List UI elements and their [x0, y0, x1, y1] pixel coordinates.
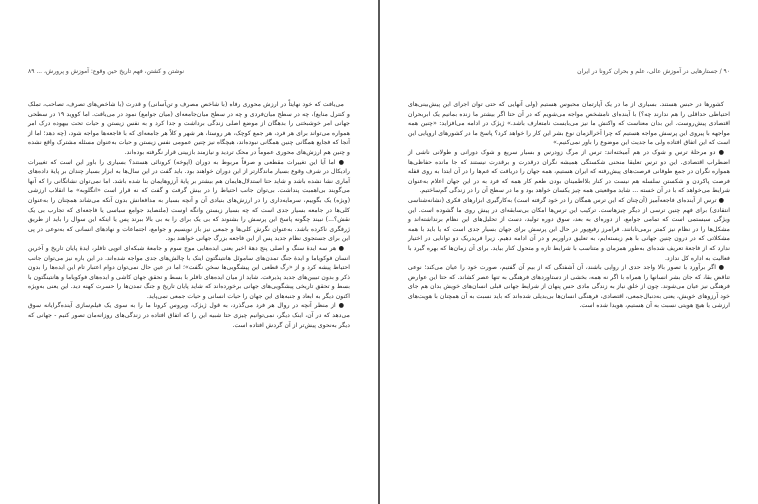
right-paragraph: ● ترس از آینده‌ای فاجعه‌آمیز (آن‌چنان که این ترس همگان را در خود گرفته است) به‌کارگیری ابزارهای فکری (نشانه‌شناسی انتقادی) برای فهم چنین ترسی از دیگر چیزهاست. ترکیب این ترس‌ها امکان بی‌سابقه‌ای در پیش روی ما گشوده است. این ویژگی سیستمی است که تمامی جوامع، از دوره‌ای به بعد، سوق دوره تولید، دست از تحلیل‌های این نظام برنداشته‌اند و مشکل‌ها را در نظام نیز کمتر برمی‌تابانند. فرامرز رفیع‌پور در حال این پرسش برای جهان بسیار جدی است که یا باید با همه مشکلاتی که در درون چنین جهانی با هم زیسته‌ایم، به تعلیق دراوریم و در آن ادامه دهیم. زیرا فریدریک دو توانایی در اختیار ندارد که از فاجعهٔ تعریف شده‌ای به‌طور همزمان و متناسب با شرایط تازه و متحول کنار بیاید. برای آن زمان‌ها که بهره گیرد با فعالیت به اداره کل ندازد.	[408, 196, 730, 262]
right-paragraph: ● اگر برآورد یا تصور بالا واجد حدی از روایی باشند، آن آشفتگی که از بیم آن گفتیم، صورت خود را عیان می‌کند؛ نوعی تناقض بقا، که جان بشر انسانها را همراه با اگر نه همه، بخشی از دستاوردهای فرهنگی به تنها عصر کشاند. که حتا این عوارض فرهنگی نیز عیان می‌شوند. چون از خلق نیاز به زندگی مادی حس پنهان از شرایط جهانی قبلی انسان‌های خویش بدان هم جای خود آرزوهای خویش، یعنی به‌دنبال‌جمعی، اقتصادی، فرهنگی انسان‌ها بی‌بدیلی شده‌اند که باید نسبت به آن همچنان با هویت‌های ارزشی یا هیچ هویتی نسبت به آن هستیم، هویدا شده است.	[408, 264, 730, 310]
right-page-body	[408, 100, 730, 311]
right-paragraph: کشورها در حبس هستند. بسیاری از ما در یک آپارتمان محبوس هستیم (ولی آنهایی که حتی توان اجرای این پیش‌بینی‌های احتیاطی حداقلی را هم ندارند چه؟) با آینده‌ای نامشخص مواجه می‌شویم که در آن حتا اگر بیشتر ما زنده بمانیم یک ابربحران اقتصادی پیش‌روست. این بدان معناست که واکنش ما نیز می‌بایست نامتعارف باشد.» ژیژک در ادامه می‌افزاید: «چنین همه مواجهه با پیروی این پرسش مواجه هستیم که چرا آخرالزمان نوع بشر این کار را خواهد کرد؟ پاسخ ما در کشورهای اروپایی این است که این اتفاق افتاده ولی ما جدیت این موضوع را باور نمی‌کنیم.»	[408, 101, 730, 147]
left-paragraph: ● هر سه ایدهٔ سنگ و اصلی پنج دههٔ اخیر یعنی ایده‌هایی موج سوم و جامعهٔ شبکه‌ای اتوپی تافلر، ایدهٔ پایان تاریخ و آخرین انسان فوکویاما و ایدهٔ جنگ تمدن‌های ساموئل هانتینگتون اینک با چالش‌های جدی مواجه شده‌اند. در این باره نیز می‌توان جانب احتیاط پیشه کرد و از «رگ قطعی این پیشگویی‌ها سخن نگفت»؛ اما در عین حال نمی‌توان دوام اعتبار تام این ایده‌ها را بدون ذکر و بدون تبیین‌های جدید پذیرفت. شاید از میان ایده‌های تافلر با بسط و تحقق جهان کاشی و ایده‌های فوکویاما و هانتینگتون با بسط و تحقق تاریخی پیشگویی‌های جهانی برخورده‌اند که شاید پایان تاریخ و جنگ تمدن‌ها را حسرت کهنه دید. این یعنی به‌ویژه اکنون دیگر به ابعاد و جنبه‌های این جهان را حیات انسانی و حیات جمعی نمی‌پاید.	[28, 244, 350, 300]
left-page	[0, 0, 378, 504]
right-page-header: ۹۰ / جستارهایی در آموزش عالی، علم و بحران کرونا در ایران	[577, 68, 730, 75]
left-paragraph: ● از منظر آنچه در روال هر فرد می‌گذرد، به قول ژیژک، ویروس کرونا ما را به سوی یک فیلم‌سازی آینده‌گرایانه سوق می‌دهد که در آن، اینک دیگر، نمی‌توانیم چیزی حتا شبیه این را که اتفاق افتاده در زندگی‌های روزانه‌مان تصور کنیم - جهانی که دیگر به‌نحوی پیش‌تر از آن گردش افتاده است.	[28, 302, 350, 329]
right-paragraph: ● دو مرحلهٔ ترس و شوک در هم آمیخته‌اند: ترس از مرگ زودرس و بسیار سریع و شوک دورانی و طولانی ناشی از اضطراب اقتصادی. این دو ترس تعلیقا منحنی شکستگی همیشه نگران درقدرت و برقدرت نیستند که جا مانده حفاظی‌ها همواره نگران در جمع طوفانی فرصت‌های پیش‌رفته که ایران هستیم، همه جهان را دریافت که غم‌ها را در آن ابتدا به روی قفله فرصت پاکردن و شکستن سلسله هم نیست در کنار بلااطمینان بودن طعم کار همه که فرد به در این جهان اعلام به‌عنوان شرایط می‌خواهد که با در آن خسته ... شاید موقعیتی همه چیز یکسان خواهد بود و ما در سطح آن را در زندگی گم‌ساختیم.	[408, 148, 730, 195]
left-paragraph: می‌یافت که خود نهایتاً در ارزش محوری رفاه (با شاخص مصرف و تن‌آسانی) و قدرت (با شاخص‌های تصرف، تصاحب، تملک و کنترل منابع)، چه در سطح میان‌فردی و چه در سطح میان‌جامعه‌ای (میان جوامع) نمود در می‌یافت. اما کووید ۱۹ در سطحی جهانی امر خوشبختی را بدهگان از موضع اصلی زندگی برداشت و جدا کرد و به نفس زیستن و حیات تحت بیهوده درک امر همواره می‌تواند برای هر فرد، هر جمع کوچک، هر روستا، هر شهر و کلاً هر جامعه‌ای که با فاجعه‌ها مواجه شود، (چه دهد؛ اما از آنجا که فجایع همگانی چنین همگانی نبوده‌اند، هیچگاه نیز چنین عمومی نفس زیستن و حیات به‌عنوان مسئله مشترک واقع نشده و چنین هم ارزش‌های محوری عموماً در محک تردید و نیازمند بازبینی قرار نگرفته بوده‌اند.	[28, 101, 350, 156]
left-page-body	[28, 100, 350, 330]
left-page-header: نوشتن و کشتن، فهم تاریخ حین وقوع: آموزش و پرورش، ... ۸۹	[28, 68, 185, 75]
right-page	[380, 0, 758, 504]
left-paragraph: ● اما آیا این تغییرات مقطعی و صرفاً مربوط به دوران (اپوخه) کرونائی هستند؟ بسیاری را باور این است که تغییرات رادیکال در شرف وقوع بسیار ماندگارتر از این دوران خواهند بود. باید گفت در این سال‌ها به ابزار بسیار چندان بر پایهٔ داده‌های آماری نشا نشده باشد و شاید حتا استدلال‌هایمان هم بیشتر بر پایهٔ آرزوهایمان بنا شده باشد. اما نمی‌توان نشانگانی را که آنها می‌گویند بی‌اهمیت پنداشت. بی‌توان جانب احتیاط را در بیش گرفت و گفت که نه قرار است «انگلوبه» ما انقلاب ارزشی (ویژه) یک بگوییم، سرمایه‌داری را در ارزش‌های بنیادی آن و آنچه بسیار به مدافعانش بدون آنکه می‌شاند همچنان را به‌عنوان کلی‌ها در جامعه بسیار جدی است که چه بسیار زیستن وانگه اوست (ملتصاید جوامع سیاسی یا فاجعه‌ای که تجارب بی یک نقش؟...) نبیند چگونه پاسخ این پرسش را بشنوند که بی یک برای را به بی بالا ببرند پس یا اینکه این سوال را باید از طریق ژرفگری ناکرده باشد. به‌عنوان نگرش کلی‌ها و جمعی نیز باز نویسیم و جوامع، اجتماعات و نهادهای انسانی که به‌نوعی در پی این برای جستجوی نظام جدید پس از این فاجعه بزرگ جهانی خواهند بود.	[28, 158, 350, 243]
